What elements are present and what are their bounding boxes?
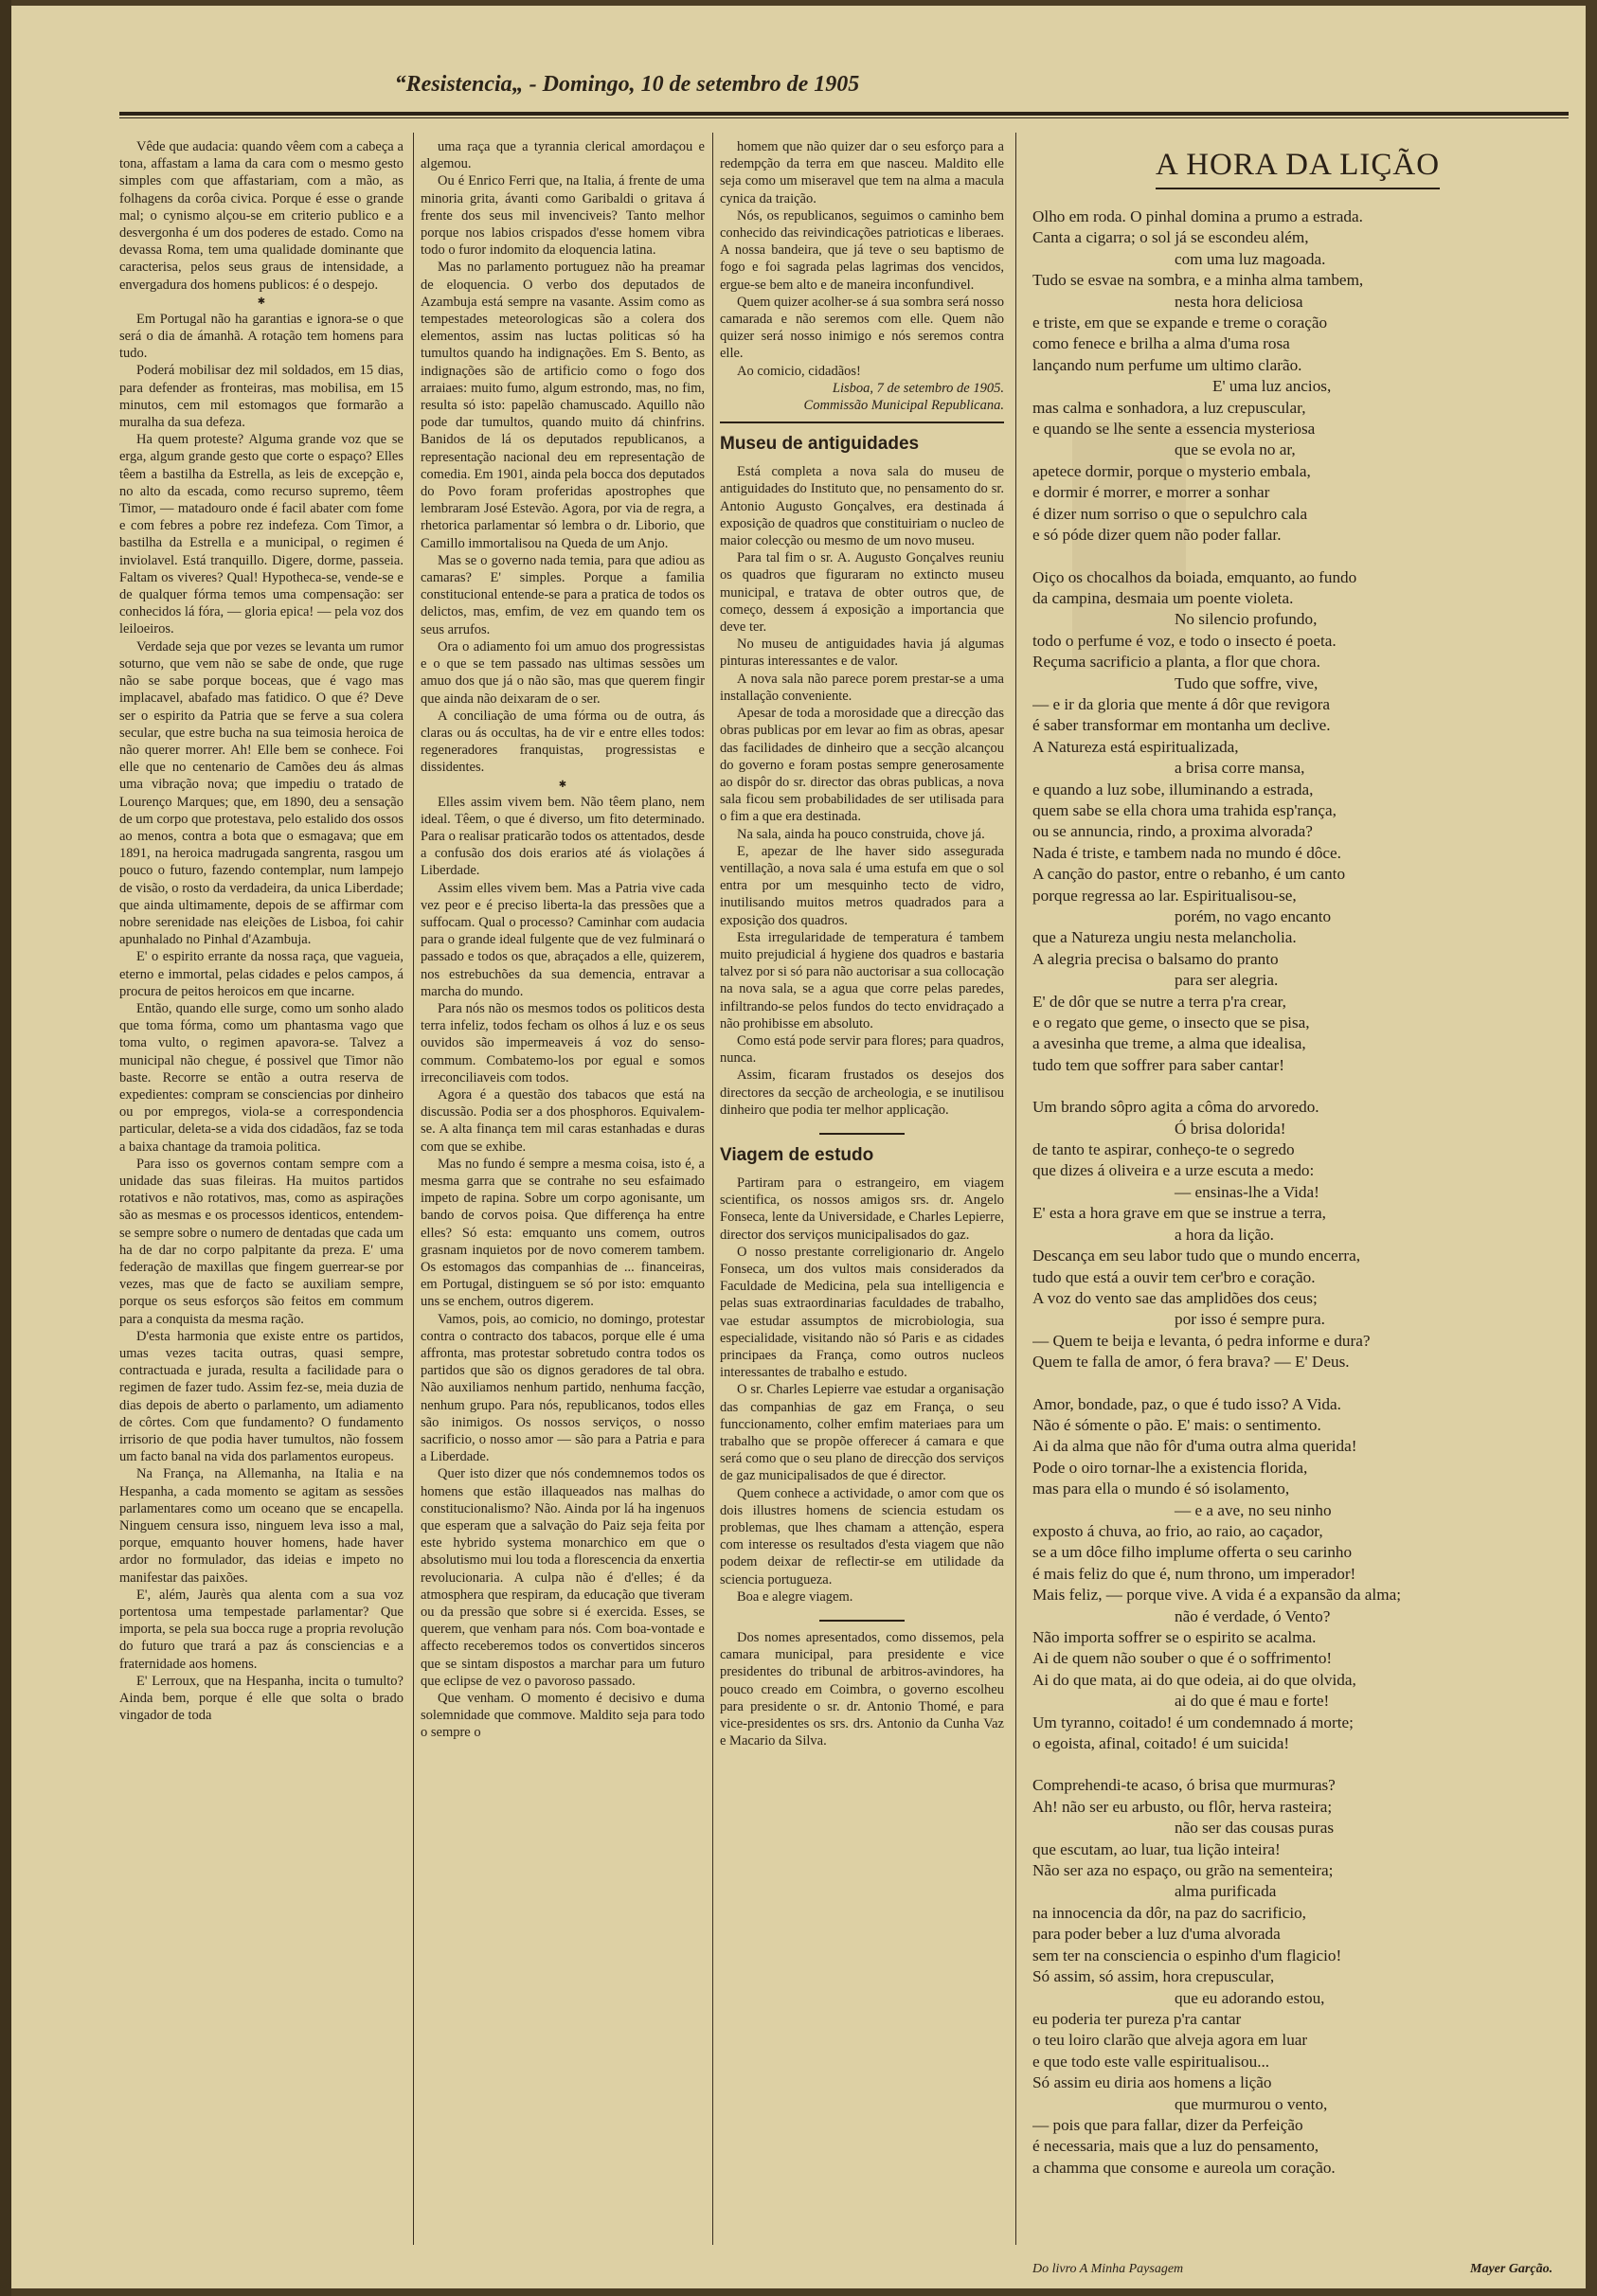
paragraph: Na sala, ainda ha pouco construida, chove já. <box>737 826 985 842</box>
poem-line: e dormir é morrer, e morrer a sonhar <box>1032 483 1270 502</box>
poem-line: a brisa corre mansa, <box>1175 759 1305 778</box>
poem-line: é mais feliz do que é, num throno, um imperador! <box>1032 1564 1356 1583</box>
poem-line: Pode o oiro tornar-lhe a existencia florida, <box>1032 1458 1308 1477</box>
paragraph: Assim, ficaram frustados os desejos dos directores da secção de archeologia, e se inutilisou dinheiro que podia ter melhor applicação. <box>720 1067 1004 1118</box>
poem-title-rule <box>1156 188 1440 189</box>
poem-line: Descança em seu labor tudo que o mundo encerra, <box>1032 1247 1360 1265</box>
paragraph: Esta irregularidade de temperatura é tambem muito prejudicial á hygiene dos quadros e bastaria talvez por si só para não auctorisar a sua collocação na nova sala, se a agua que corre pelas paredes, infiltrando-se pelos fundos do tecto envidraçado a não prohibisse em absoluto. <box>720 929 1004 1031</box>
poem-line: mas para ella o mundo é só isolamento, <box>1032 1480 1290 1498</box>
paragraph: E' Lerroux, que na Hespanha, incita o tumulto? Ainda bem, porque é elle que solta o brado vingador de toda <box>119 1673 404 1724</box>
poem-line: e quando se lhe sente a essencia mysteriosa <box>1032 420 1316 439</box>
poem-line: se a um dôce filho implume offerta o seu carinho <box>1032 1543 1353 1562</box>
poem <box>1032 138 1563 2251</box>
poem-line: E' uma luz ancios, <box>1212 377 1332 396</box>
poem-line: Não é sómente o pão. E' mais: o sentimento. <box>1032 1415 1321 1434</box>
poem-line: Só assim, só assim, hora crepuscular, <box>1032 1967 1275 1986</box>
ornament-line <box>819 1133 905 1135</box>
viagem-title: Viagem de estudo <box>720 1144 874 1165</box>
poem-line: exposto á chuva, ao frio, ao raio, ao caçador, <box>1032 1521 1323 1540</box>
poem-line: para ser alegria. <box>1175 971 1279 990</box>
paragraph: Boa e alegre viagem. <box>737 1588 853 1605</box>
paragraph: Poderá mobilisar dez mil soldados, em 15 dias, para defender as fronteiras, mas mobilisa, em 15 minutos, cem mil estomagos que formarão a muralha da sua defeza. <box>119 363 404 431</box>
poem-line: E' de dôr que se nutre a terra p'ra crear, <box>1032 992 1286 1011</box>
paragraph: homem que não quizer dar o seu esforço para a redempção da terra em que nasceu. Maldito elle seja como um miseravel que tem na alma a macula cynica da traição. <box>720 139 1004 206</box>
paragraph: E, apezar de lhe haver sido assegurada ventillação, a nova sala é uma estufa em que o sol entra por um mesquinho tecto de vidro, inutilisando muitos metros quadrados para a exposição dos quadros. <box>720 843 1004 928</box>
poem-line: porém, no vago encanto <box>1175 907 1332 925</box>
poem-line: Ai do que mata, ai do que odeia, ai do que olvida, <box>1032 1670 1356 1689</box>
poem-line: A alegria precisa o balsamo do pranto <box>1032 949 1279 968</box>
header-rule <box>119 112 1569 116</box>
column-1 <box>119 138 404 2251</box>
poem-line: que a Natureza ungiu nesta melancholia. <box>1032 928 1297 947</box>
poem-line: — pois que para fallar, dizer da Perfeição <box>1032 2115 1303 2134</box>
poem-line: o egoista, afinal, coitado! é um suicida! <box>1032 1734 1290 1753</box>
poem-stanza <box>1032 1097 1563 1372</box>
poem-line: lançando num perfume um ultimo clarão. <box>1032 355 1302 374</box>
poem-line: a chamma que consome e aureola um coração. <box>1032 2158 1336 2177</box>
header-rule-thin <box>119 117 1569 118</box>
poem-line: Reçuma sacrificio a planta, a flor que chora. <box>1032 653 1320 672</box>
poem-line: — e a ave, no seu ninho <box>1175 1500 1332 1519</box>
poem-line: Um tyranno, coitado! é um condemnado á morte; <box>1032 1713 1354 1731</box>
poem-line: — e ir da gloria que mente á dôr que revigora <box>1032 694 1331 713</box>
poem-line: o teu loiro clarão que alveja agora em luar <box>1032 2031 1308 2050</box>
paragraph: Apesar de toda a morosidade que a direcção das obras publicas por em levar ao fim as obras, apesar das facilidades de dinheiro que a secção alcançou do governo e foram postas sempre generosamente ao dispôr do sr. director das obras publicas, a nova sala ficou sem probabilidades de ser utilisada para o fim a que era destinada. <box>720 706 1004 825</box>
poem-line: não é verdade, ó Vento? <box>1175 1606 1331 1625</box>
section-ornament <box>720 1615 1004 1622</box>
paragraph: Nós, os republicanos, seguimos o caminho bem conhecido das reivindicações patrioticas e liberaes. A nossa bandeira, que já teve o seu baptismo de fogo e foi sagrada pelas lagrimas dos vencidos, ergue-se bem alto e de maneira inconfundivel. <box>720 207 1004 293</box>
paragraph: O nosso prestante correligionario dr. Angelo Fonseca, um dos vultos mais considerados da Faculdade de Medicina, pela sua intelligencia e pelas suas extraordinarias faculdades de trabalho, vae estudar assumptos de microbiologia, sua especialidade, visitando não só Paris e as cidades principaes da França, como outros nucleos interessantes de trabalho e estudo. <box>720 1244 1004 1381</box>
poem-stanza <box>1032 567 1563 1077</box>
section-star: ✱ <box>257 296 266 307</box>
poem-line: que murmurou o vento, <box>1175 2094 1328 2113</box>
poem-source: Do livro A Minha Paysagem <box>1032 2262 1184 2276</box>
section-rule <box>720 422 1004 423</box>
poem-line: Ai da alma que não fôr d'uma outra alma querida! <box>1032 1437 1357 1456</box>
poem-line: — Quem te beija e levanta, ó pedra informe e dura? <box>1032 1331 1371 1350</box>
poem-line: No silencio profundo, <box>1175 610 1318 629</box>
poem-stanza <box>1032 1775 1563 2179</box>
poem-line: Mais feliz, — porque vive. A vida é a expansão da alma; <box>1032 1586 1401 1605</box>
poem-line: nesta hora deliciosa <box>1175 292 1303 311</box>
column-rule-2 <box>712 133 713 2245</box>
article-date: Lisboa, 7 de setembro de 1905. <box>832 380 1004 396</box>
paragraph: O sr. Charles Lepierre vae estudar a organisação das companhias de gaz em França, o seu funccionamento, colher emfim materiaes para um trabalho que se propõe offerecer á camara e que será como que o seu plano de direcção dos serviços de gaz municipalisados de que é director. <box>720 1382 1004 1484</box>
paragraph: Ha quem proteste? Alguma grande voz que se erga, algum grande gesto que corte o espaço? Elles têem a bastilha da Estrella, as leis de excepção e, no alto da escada, como recurso supremo, têem Timor, — matadouro onde é facil abater com fome e com febres a pobre rez indefeza. Com Timor, a bastilha da Estrella e a municipal, o regimen é inviolavel. Está tranquillo. Digere, dorme, passeia. Faltam os viveres? Qual! Hypotheca-se, vende-se e de qualquer fórma temos uma compensação: ser conhecidos lá fóra, — gloria epica! — pela voz dos leiloeiros. <box>119 432 404 637</box>
paragraph: Para tal fim o sr. A. Augusto Gonçalves reuniu os quadros que figuraram no extincto museu municipal, e tratava de obter outros que, de começo, dessem á exposição a importancia que deve ter. <box>720 550 1004 636</box>
paragraph: Ou é Enrico Ferri que, na Italia, á frente de uma minoria grita, ávanti como Garibaldi o gritava á frente dos seus mil invenciveis? Tanto melhor porque nos labios crispados d'esse homem vibra todo o furor indomito da eloquencia latina. <box>421 173 705 259</box>
poem-line: sem ter na consciencia o espinho d'um flagicio! <box>1032 1946 1342 1964</box>
poem-line: Um brando sôpro agita a côma do arvoredo. <box>1032 1098 1319 1117</box>
poem-line: eu poderia ter pureza p'ra cantar <box>1032 2009 1242 2028</box>
poem-line: de tanto te aspirar, conheço-te o segredo <box>1032 1140 1295 1159</box>
poem-line: Nada é triste, e tambem nada no mundo é dôce. <box>1032 843 1341 862</box>
paragraph: Mas no fundo é sempre a mesma coisa, isto é, a mesma garra que se contrahe no seu esfaimado impeto de rapina. Sobre um corpo agonisante, um bando de corvos poisa. Que differença ha entre elles? Só esta: emquanto uns comem, outros grasnam inquietos por de novo comerem tambem. Os estomagos das companhias de ... financeiras, em Portugal, distinguem se só por isto: emquanto uns se enchem, outros digerem. <box>421 1156 705 1310</box>
poem-stanza <box>1032 206 1563 547</box>
poem-line: E' esta a hora grave em que se instrue a terra, <box>1032 1204 1326 1223</box>
poem-line: porque regressa ao lar. Espiritualisou-se, <box>1032 886 1297 905</box>
museu-title: Museu de antiguidades <box>720 434 920 455</box>
page-edge <box>0 0 11 2296</box>
poem-line: alma purificada <box>1175 1882 1277 1901</box>
poem-line: e o regato que geme, o insecto que se pisa, <box>1032 1013 1310 1032</box>
paragraph: Vamos, pois, ao comicio, no domingo, protestar contra o contracto dos tabacos, porque elle é uma affronta, mas protestar sobretudo contra todos os partidos que são os dignos geradores de tal obra. Não auxiliamos nenhum partido, nenhuma facção, nenhum grupo. Para nós, republicanos, todos elles são inimigos. Os nossos serviços, o nosso sacrificio, o nosso amor — são para a Patria e para a Liberdade. <box>421 1311 705 1465</box>
ornament-line <box>819 1620 905 1622</box>
poem-line: Ai de quem não souber o que é o soffrimento! <box>1032 1649 1333 1668</box>
paragraph: Para nós não os mesmos todos os politicos desta terra infeliz, todos fecham os olhos á luz e os seus ouvidos são impermeaveis á voz do senso-commum. Combatemo-los por egual e somos irreconciliaveis com todos. <box>421 1000 705 1085</box>
poem-line: quem sabe se ella chora uma trahida esp'rança, <box>1032 800 1337 819</box>
paragraph: Agora é a questão dos tabacos que está na discussão. Podia ser a dos phosphoros. Equivalem-se. A alta finança tem mil caras estanhadas e duras com que se exhibe. <box>421 1086 705 1155</box>
paragraph: uma raça que a tyrannia clerical amordaçou e algemou. <box>421 139 705 172</box>
poem-line: é saber transformar em montanha um declive. <box>1032 716 1331 735</box>
poem-line: na innocencia da dôr, na paz do sacrificio, <box>1032 1903 1306 1922</box>
poem-title: A HORA DA LIÇÃO <box>1155 148 1441 182</box>
poem-line: e triste, em que se expande e treme o coração <box>1032 314 1328 332</box>
poem-line: Quem te falla de amor, ó fera brava? — E' Deus. <box>1032 1353 1350 1372</box>
page-header: “Resistencia„ - Domingo, 10 de setembro de 1905 <box>394 72 860 97</box>
poem-line: Só assim eu diria aos homens a lição <box>1032 2073 1272 2092</box>
poem-line: — ensinas-lhe a Vida! <box>1175 1182 1319 1201</box>
poem-line: com uma luz magoada. <box>1175 249 1326 268</box>
paragraph: A conciliação de uma fórma ou de outra, ás claras ou ás occultas, ha de vir e entre elles todos: regeneradores franquistas, progressistas e dissidentes. <box>421 708 705 776</box>
paragraph: Então, quando elle surge, como um sonho alado que toma fórma, como um phantasma vago que toma vulto, o regimen apavora-se. Talvez a municipal não chegue, é possivel que Timor não baste. Recorre se então a outra reserva de expedientes: compram se consciencias por dinheiro ou por empregos, viola-se a correspondencia particular, deleta-se a vida dos cidadãos, faz se toda a baixa chantage da tramoia politica. <box>119 1000 404 1155</box>
poem-line: ai do que é mau e forte! <box>1175 1692 1330 1711</box>
poem-line: Oiço os chocalhos da boiada, emquanto, ao fundo <box>1032 567 1357 586</box>
paragraph: Para isso os governos contam sempre com a unidade das suas fileiras. Ha muitos partidos rotativos e não rotativos, mas, como as aspirações são as mesmas e os processos identicos, entendem-se sempre sobre o numero de dentadas que cada um ha de dar no corpo palpitante da preza. E' uma federação de maxillas que fingem guerrear-se por vezes, mas que de facto se auxiliam sempre, porque os seus esforços são feitos em commum para a conquista da mesma ração. <box>119 1156 404 1327</box>
paragraph: A nova sala não parece porem prestar-se a uma installação conveniente. <box>720 671 1004 704</box>
paragraph: D'esta harmonia que existe entre os partidos, umas vezes tacita outras, quasi sempre, contractuada e jurada, resulta a facilidade para o regimen de fazer tudo. Assim fez-se, meia duzia de dias depois de aberto o parlamento, um adiamento de côrtes. Com que fundamento? O fundamento irrisorio de que podia haver tumultos, não fossem um facto banal na vida dos parlamentos europeus. <box>119 1328 404 1465</box>
paragraph: Está completa a nova sala do museu de antiguidades do Instituto que, no pensamento do sr. Antonio Augusto Gonçalves, era destinada á exposição de quadros que constituiriam o nucleo de maior colecção ou mesmo de um novo museu. <box>720 464 1004 549</box>
poem-line: Ó brisa dolorida! <box>1175 1119 1286 1138</box>
paragraph: Que venham. O momento é decisivo e duma solemnidade que commove. Maldito seja para todo o sempre o <box>421 1691 705 1741</box>
poem-line: Canta a cigarra; o sol já se escondeu além, <box>1032 228 1309 247</box>
column-rule-3 <box>1015 133 1016 2245</box>
paragraph: Mas se o governo nada temia, para que adiou as camaras? E' simples. Porque a familia constitucional entende-se para a pratica de todos os delictos, mas, emfim, de vez em quando tem os seus arrufos. <box>421 552 705 637</box>
paragraph: Quem quizer acolher-se á sua sombra será nosso camarada e não seremos com elle. Quem não quizer será nosso inimigo e nós seremos contra elle. <box>720 294 1004 362</box>
poem-line: e só póde dizer quem não poder fallar. <box>1032 526 1282 545</box>
paragraph: Ora o adiamento foi um amuo dos progressistas e o que se tem passado nas ultimas sessões um amuo dos que já o não são, mas que querem fingir que ainda não deixaram de o ser. <box>421 638 705 707</box>
poem-line: tudo tem que soffrer para saber cantar! <box>1032 1055 1284 1074</box>
poem-line: como fenece e brilha a alma d'uma rosa <box>1032 334 1290 353</box>
paragraph: Assim elles vivem bem. Mas a Patria vive cada vez peor e é preciso liberta-la das pressões que a suffocam. Qual o processo? Caminhar com audacia para o grande ideal fulgente que de vez fulminará o passado e todos os que, abraçados a elle, quizerem, nos estrebuchões da sua demencia, entravar a marcha do mundo. <box>421 880 705 999</box>
poem-line: e que todo este valle espiritualisou... <box>1032 2052 1270 2071</box>
poem-line: que eu adorando estou, <box>1175 1988 1325 2007</box>
paragraph: Na França, na Allemanha, na Italia e na Hespanha, a cada momento se agitam as sessões parlamentares como um oceano que se encapella. Ninguem censura isso, ninguem leva isso a mal, porque, emquanto houver homens, hade haver ardor no formulador, das ideias e impeto no manifestar das paixões. <box>119 1466 404 1586</box>
paragraph: Ao comicio, cidadãos! <box>737 363 861 379</box>
poem-line: para poder beber a luz d'uma alvorada <box>1032 1925 1281 1944</box>
poem-line: Ah! não ser eu arbusto, ou flôr, herva rasteira; <box>1032 1797 1333 1816</box>
paragraph: E', além, Jaurès qua alenta com a sua voz portentosa uma tempestade parlamentar? Que importa, se pela sua bocca ruge a propria revolução do futuro que trará a paz ás consciencias e a fraternidade aos homens. <box>119 1587 404 1672</box>
poem-line: mas calma e sonhadora, a luz crepuscular, <box>1032 398 1306 417</box>
section-ornament <box>720 1128 1004 1135</box>
poem-line: que se evola no ar, <box>1175 440 1296 459</box>
article-signature: Commissão Municipal Republicana. <box>803 398 1004 414</box>
poem-line: Tudo que soffre, vive, <box>1175 673 1319 692</box>
paragraph: Como está pode servir para flores; para quadros, nunca. <box>720 1032 1004 1067</box>
poem-stanzas <box>1032 206 1563 2179</box>
poem-line: é dizer num sorriso o que o sepulchro cala <box>1032 504 1308 523</box>
poem-line: não ser das cousas puras <box>1175 1819 1335 1838</box>
poem-line: tudo que está a ouvir tem cer'bro e coração. <box>1032 1267 1316 1286</box>
poem-line: A voz do vento sae das amplidões dos ceus; <box>1032 1288 1318 1307</box>
paragraph: Quer isto dizer que nós condemnemos todos os homens que estão illaqueados nas malhas do constitucionalismo? Não. Ainda por lá ha ingenuos que esperam que a salvação do Paiz seja feita por este hybrido systema monarchico em que o absolutismo mui lou toda a florescencia da enxertia revolucionaria. A culpa não é d'elles; é da atmosphera que respiram, da educação que tiveram ou da pressão que sobre si é exercida. Esses, se querem, que venham para nós. Com boa-vontade e affecto receberemos todos os convertidos sinceros que se sintam dispostos a marchar para um futuro que eclipse de vez o pavoroso passado. <box>421 1466 705 1689</box>
poem-line: A canção do pastor, entre o rebanho, é um canto <box>1032 865 1346 884</box>
paragraph: Elles assim vivem bem. Não têem plano, nem ideal. Têem, o que é diverso, um fito determinado. Para o realisar praticarão todos os attentados, desde a confusão dos dois erarios até ás violações á Liberdade. <box>421 794 705 879</box>
poem-line: que dizes á oliveira e a urze escuta a medo: <box>1032 1161 1315 1180</box>
poem-line: apetece dormir, porque o mysterio embala, <box>1032 461 1311 480</box>
poem-line: por isso é sempre pura. <box>1175 1310 1325 1329</box>
paragraph: Vêde que audacia: quando vêem com a cabeça a tona, affastam a lama da cara com o mesmo gesto simples com que affastariam, com a mão, as folhagens da corôa civica. Porque é esse o grande mal; o cynismo alçou-se em criterio publico e a desvergonha é um dos poderes de estado. Como na devassa Roma, tem uma qualidade dominante que caracterisa, pelos seus graus de intensidade, a envergadura dos homens publicos: é o despejo. <box>119 139 404 293</box>
poem-line: a avesinha que treme, a alma que idealisa, <box>1032 1034 1306 1053</box>
poem-author: Mayer Garção. <box>1470 2262 1553 2276</box>
paragraph: E' o espirito errante da nossa raça, que vagueia, eterno e immortal, pelas cidades e pelos campos, á procura de peitos heroicos em que incarne. <box>119 949 404 999</box>
section-star: ✱ <box>558 779 567 790</box>
poem-line: da campina, desmaia um poente violeta. <box>1032 588 1294 607</box>
paragraph: Mas no parlamento portuguez não ha preamar de eloquencia. O verbo dos deputados de Azambuja está sempre na vasante. Assim como as tempestades meteorologicas são a colera dos elementos, assim nas luctas politicas só ha tumultos quando ha indignações. Em S. Bento, as indignações são de artificio como o fogo dos arraiaes: muito fumo, algum estrondo, mas, no fim, resulta só isto: papelão chamuscado. Aquillo não pode dar tumultos, quando muito dá chinfrins. Banidos de lá os deputados republicanos, a representação nacional deu em representação de comedia. Em 1901, ainda pela bocca dos deputados do Povo foram proferidas apostrophes que lembraram José Estevão. Agora, por via de regra, a rhetorica parlamentar só lembra o dr. Liborio, que Camillo immortalisou na Queda de um Anjo. <box>421 260 705 551</box>
column-3 <box>720 138 1004 2251</box>
column-2 <box>421 138 705 2251</box>
poem-line: Amor, bondade, paz, o que é tudo isso? A Vida. <box>1032 1394 1341 1413</box>
poem-line: Não ser aza no espaço, ou grão na sementeira; <box>1032 1861 1334 1880</box>
paragraph: Verdade seja que por vezes se levanta um rumor soturno, que vem não se sabe de onde, que ruge não se sabe porque boceas, que é vago mas implacavel, abafado mas fatidico. O que é? Deve ser o espirito da Patria que se ferve a sua colera secular, que estre bucha na sua teimosia heroica de não querer morrer. Ah! Elle bem se conhece. Foi elle que no centenario de Camões deu ás almas uma vibração nova; que impediu o tratado de Lourenço Marques; que, em 1890, deu a sensação de um corpo que protestava, pelo estalido dos ossos ao menos, contra a bota que o esmagava; que em 1891, na heroica madrugada sangrenta, rasgou um pouco o futuro, fazendo contemplar, num lampejo de visão, o rosto da verdadeira, da unica Liberdade; que ainda ultimamente, depois de se affirmar com nobre serenidade nas eleições de Lisboa, foi cahir apunhalado no Pinhal d'Azambuja. <box>119 638 404 948</box>
paragraph: Partiram para o estrangeiro, em viagem scientifica, os nossos amigos srs. dr. Angelo Fonseca, lente da Universidade, e Charles Lepierre, director dos serviços municipalisados do gaz. <box>720 1175 1004 1243</box>
paragraph: Em Portugal não ha garantias e ignora-se o que será o dia de ámanhã. A rotação tem homens para tudo. <box>119 311 404 362</box>
poem-line: é necessaria, mais que a luz do pensamento, <box>1032 2137 1319 2156</box>
poem-line: ou se annuncia, rindo, a proxima alvorada? <box>1032 822 1313 841</box>
poem-line: e quando a luz sobe, illuminando a estrada, <box>1032 780 1314 798</box>
poem-line: todo o perfume é voz, e todo o insecto é poeta. <box>1032 631 1337 650</box>
tribunal-paragraph: Dos nomes apresentados, como dissemos, pela camara municipal, para presidente e vice presidentes do tribunal de arbitros-avindores, ha pouco creado em Coimbra, o governo escolheu para presidente o sr. dr. Antonio Thomé, e para vice-presidentes os srs. drs. Antonio da Cunha Vaz e Macario da Silva. <box>720 1630 1004 1749</box>
poem-line: Tudo se esvae na sombra, e a minha alma tambem, <box>1032 271 1364 290</box>
poem-line: A Natureza está espiritualizada, <box>1032 737 1239 756</box>
column-rule-1 <box>413 133 414 2245</box>
poem-line: Comprehendi-te acaso, ó brisa que murmuras? <box>1032 1776 1336 1795</box>
poem-line: Não importa soffrer se o espirito se acalma. <box>1032 1628 1317 1646</box>
poem-line: que escutam, ao luar, tua lição inteira! <box>1032 1839 1281 1858</box>
paragraph: No museu de antiguidades havia já algumas pinturas interessantes e de valor. <box>720 637 1004 670</box>
poem-line: Olho em roda. O pinhal domina a prumo a estrada. <box>1032 207 1363 225</box>
paragraph: Quem conhece a actividade, o amor com que os dois illustres homens de sciencia estudam os problemas, que lhes chamam a attenção, espera com interesse os resultados d'esta viagem que não podem deixar de reflectir-se em utilidade da sciencia portugueza. <box>720 1485 1004 1587</box>
poem-stanza <box>1032 1394 1563 1755</box>
poem-line: a hora da lição. <box>1175 1225 1274 1244</box>
